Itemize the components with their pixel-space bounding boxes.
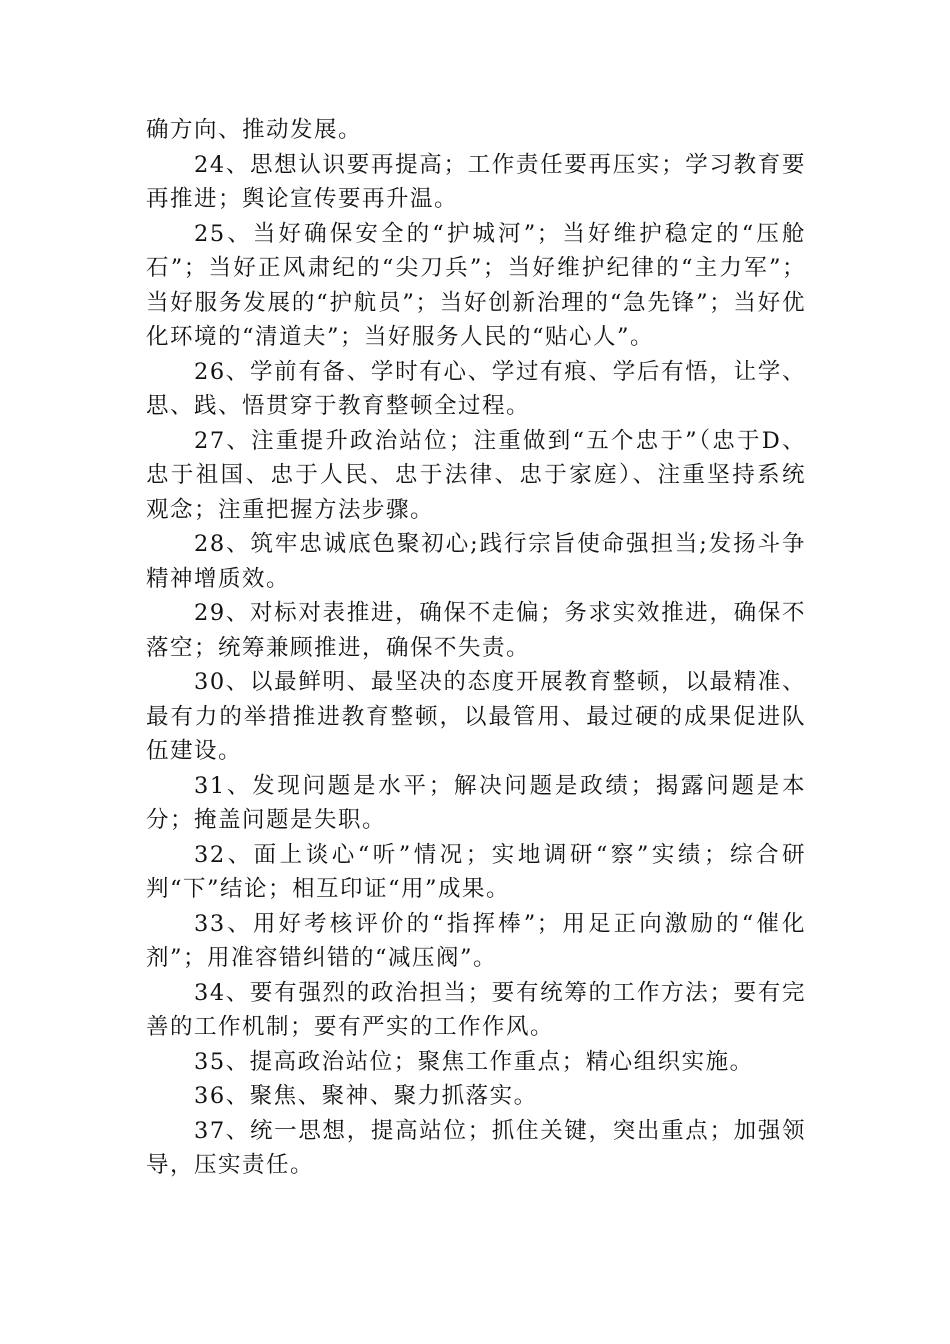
paragraph-item-32: 32、面上谈心“听”情况；实地调研“察”实绩；综合研判“下”结论；相互印证“用”成果。 [146,841,806,902]
paragraph-item-33: 33、用好考核评价的“指挥棒”；用足正向激励的“催化剂”；用准容错纠错的“减压阀”。 [146,910,806,971]
paragraph-item-24: 24、思想认识要再提高；工作责任要再压实；学习教育要再推进；舆论宣传要再升温。 [146,151,806,212]
paragraph-item-35: 35、提高政治站位；聚焦工作重点；精心组织实施。 [194,1048,754,1075]
paragraph-item-25: 25、当好确保安全的“护城河”；当好维护稳定的“压舱石”；当好正风肃纪的“尖刀兵”；当好维护纪律的“主力军”；当好服务发展的“护航员”；当好创新治理的“急先锋”；当好优化环境的“清道夫”；当好服务人民的“贴心人”。 [146,220,806,350]
paragraph-item-28: 28、筑牢忠诚底色聚初心;践行宗旨使命强担当;发扬斗争精神增质效。 [146,531,806,592]
paragraph-item-37: 37、统一思想，提高站位；抓住关键，突出重点；加强领导，压实责任。 [146,1117,806,1178]
document-body [146,113,806,1183]
paragraph-item-26: 26、学前有备、学时有心、学过有痕、学后有悟，让学、思、践、悟贯穿于教育整顿全过程。 [146,358,806,419]
paragraph-item-34: 34、要有强烈的政治担当；要有统筹的工作方法；要有完善的工作机制；要有严实的工作作风。 [146,979,806,1040]
paragraph-item-31: 31、发现问题是水平；解决问题是政绩；揭露问题是本分；掩盖问题是失职。 [146,772,806,833]
paragraph-item-27: 27、注重提升政治站位；注重做到“五个忠于”（忠于D、忠于祖国、忠于人民、忠于法律、忠于家庭）、注重坚持系统观念；注重把握方法步骤。 [146,427,806,523]
paragraph-continuation: 确方向、推动发展。 [146,117,363,143]
paragraph-item-29: 29、对标对表推进，确保不走偏；务求实效推进，确保不落空；统筹兼顾推进，确保不失责。 [146,600,806,661]
paragraph-item-36: 36、聚焦、聚神、聚力抓落实。 [194,1083,538,1109]
paragraph-item-30: 30、以最鲜明、最坚决的态度开展教育整顿，以最精准、最有力的举措推进教育整顿，以最管用、最过硬的成果促进队伍建设。 [146,669,806,764]
